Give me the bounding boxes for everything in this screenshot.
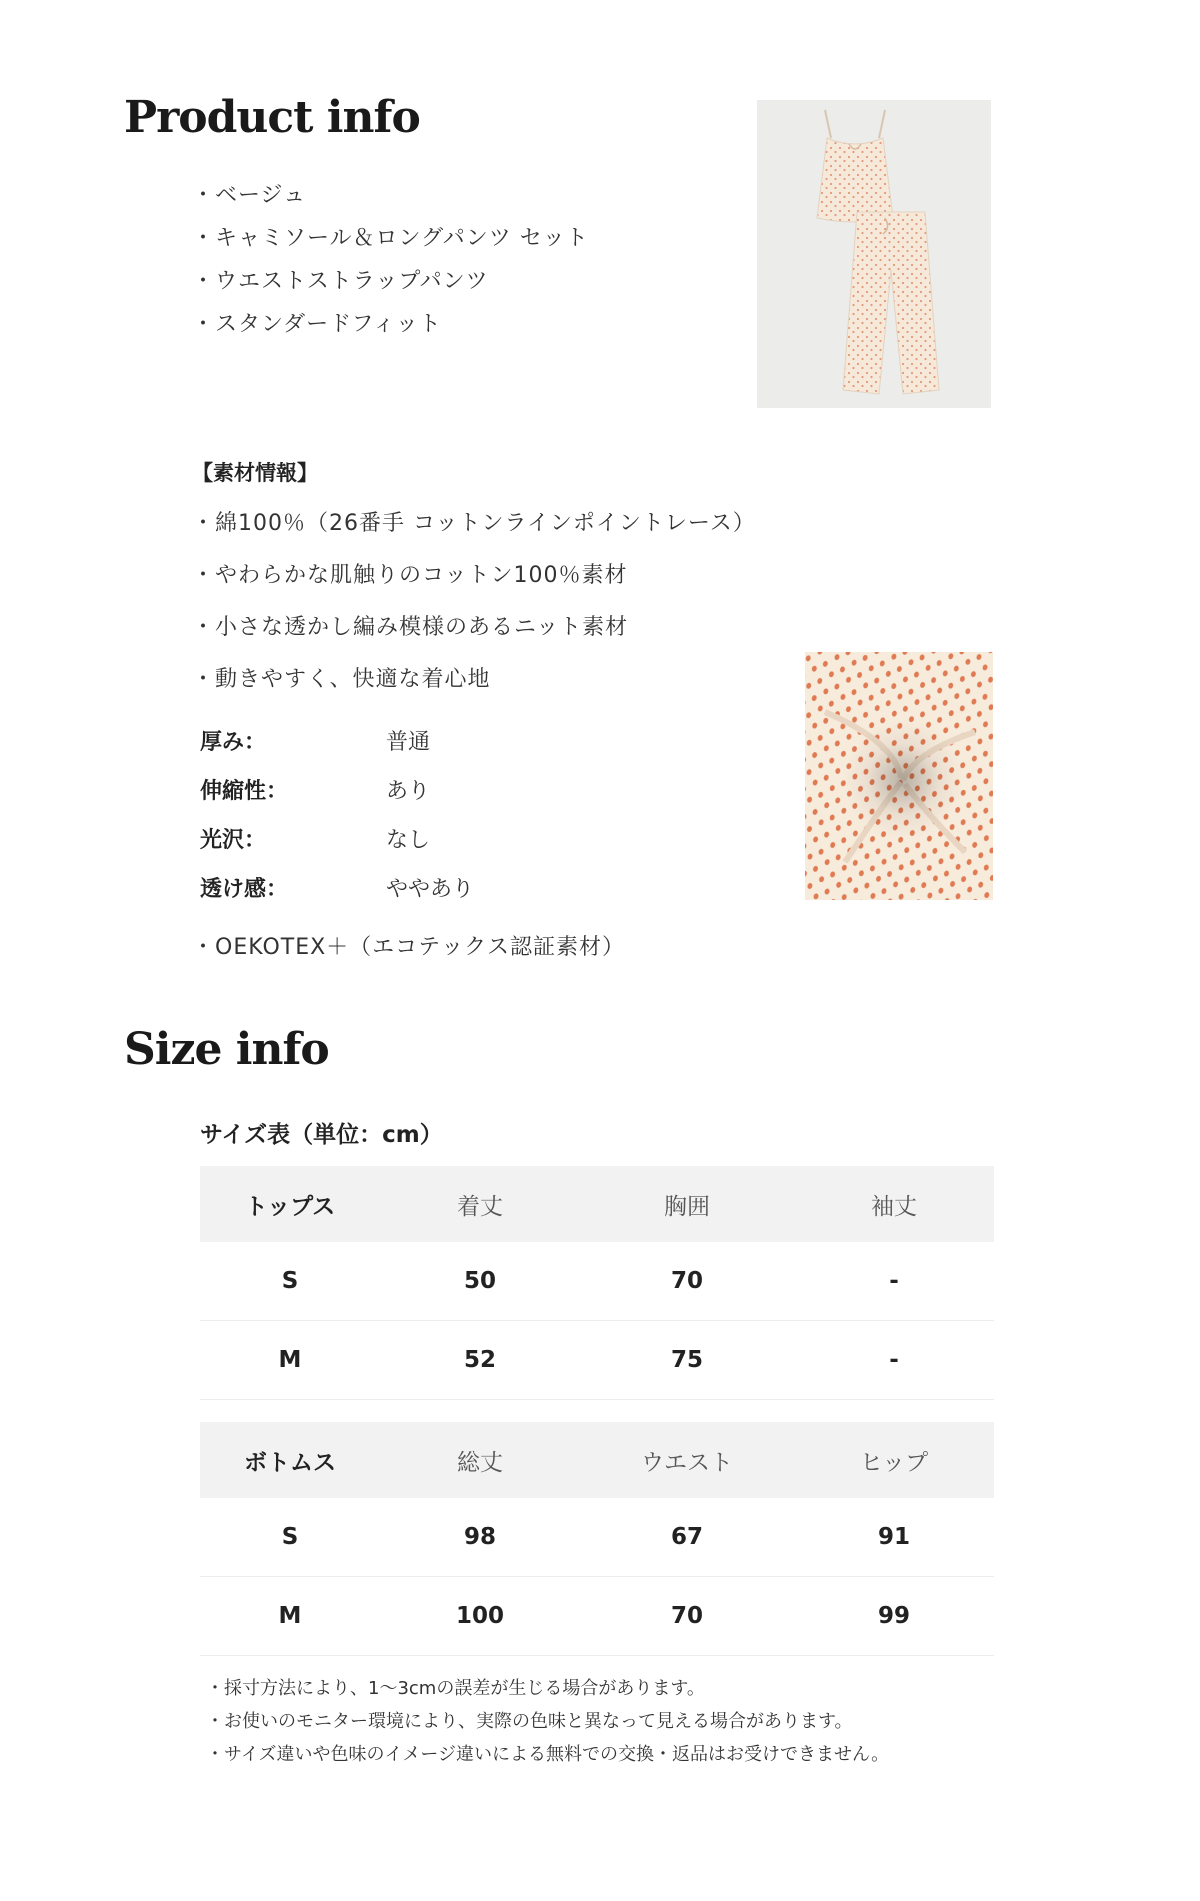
table-cell: 75 bbox=[580, 1321, 794, 1400]
list-item: ・スタンダードフィット bbox=[192, 312, 442, 337]
table-cell: 70 bbox=[580, 1577, 794, 1656]
table-cell: 52 bbox=[380, 1321, 580, 1400]
table-cell: S bbox=[200, 1242, 380, 1321]
property-key: 伸縮性： bbox=[200, 779, 289, 804]
table-header-cell: ボトムス bbox=[200, 1422, 380, 1498]
tops-size-table bbox=[200, 1166, 994, 1400]
property-value: 普通 bbox=[386, 730, 431, 755]
table-header-row bbox=[200, 1422, 994, 1498]
list-item: ・綿100％（26番手 コットンラインポイントレース） bbox=[192, 511, 756, 536]
table-row bbox=[200, 1242, 994, 1321]
table-cell: 67 bbox=[580, 1498, 794, 1577]
list-item: ・キャミソール＆ロングパンツ セット bbox=[192, 226, 589, 251]
property-value: あり bbox=[386, 779, 431, 804]
table-cell: - bbox=[794, 1242, 994, 1321]
fabric-photo bbox=[805, 652, 993, 900]
table-cell: 99 bbox=[794, 1577, 994, 1656]
list-item: ・動きやすく、快適な着心地 bbox=[192, 667, 491, 692]
table-header-cell: 袖丈 bbox=[794, 1166, 994, 1242]
product-feature-list bbox=[192, 174, 589, 346]
table-header-cell: 総丈 bbox=[380, 1422, 580, 1498]
table-header-cell: ヒップ bbox=[794, 1422, 994, 1498]
list-item: ・小さな透かし編み模様のあるニット素材 bbox=[192, 615, 629, 640]
material-info-label: 【素材情報】 bbox=[192, 461, 318, 485]
table-header-cell: ウエスト bbox=[580, 1422, 794, 1498]
table-header-cell: トップス bbox=[200, 1166, 380, 1242]
bottoms-size-table bbox=[200, 1422, 994, 1656]
size-table-title: サイズ表（単位：cm） bbox=[200, 1122, 443, 1148]
note-item: ・お使いのモニター環境により、実際の色味と異なって見える場合があります。 bbox=[206, 1711, 853, 1732]
property-value: なし bbox=[386, 828, 431, 853]
table-cell: M bbox=[200, 1577, 380, 1656]
table-header-cell: 胸囲 bbox=[580, 1166, 794, 1242]
table-cell: 91 bbox=[794, 1498, 994, 1577]
list-item: ・ベージュ bbox=[192, 183, 307, 208]
table-cell: 100 bbox=[380, 1577, 580, 1656]
table-cell: 98 bbox=[380, 1498, 580, 1577]
product-photo bbox=[757, 100, 991, 408]
table-cell: 50 bbox=[380, 1242, 580, 1321]
table-header-cell: 着丈 bbox=[380, 1166, 580, 1242]
size-info-heading: Size info bbox=[124, 1024, 329, 1075]
table-row bbox=[200, 1498, 994, 1577]
property-key: 光沢： bbox=[200, 828, 267, 853]
note-item: ・採寸方法により、1〜3cmの誤差が生じる場合があります。 bbox=[206, 1678, 705, 1699]
list-item: ・ウエストストラップパンツ bbox=[192, 269, 489, 294]
note-item: ・サイズ違いや色味のイメージ違いによる無料での交換・返品はお受けできません。 bbox=[206, 1744, 890, 1765]
property-key: 透け感： bbox=[200, 877, 289, 902]
table-header-row bbox=[200, 1166, 994, 1242]
material-feature-list bbox=[192, 498, 756, 706]
table-cell: M bbox=[200, 1321, 380, 1400]
table-cell: 70 bbox=[580, 1242, 794, 1321]
size-notes bbox=[206, 1672, 889, 1771]
table-row bbox=[200, 1321, 994, 1400]
table-row bbox=[200, 1577, 994, 1656]
list-item: ・やわらかな肌触りのコットン100％素材 bbox=[192, 563, 628, 588]
product-info-heading: Product info bbox=[124, 92, 420, 143]
table-cell: S bbox=[200, 1498, 380, 1577]
certification-note: ・OEKOTEX＋（エコテックス認証素材） bbox=[192, 935, 625, 960]
property-value: ややあり bbox=[386, 877, 475, 902]
property-key: 厚み： bbox=[200, 730, 267, 755]
table-cell: - bbox=[794, 1321, 994, 1400]
